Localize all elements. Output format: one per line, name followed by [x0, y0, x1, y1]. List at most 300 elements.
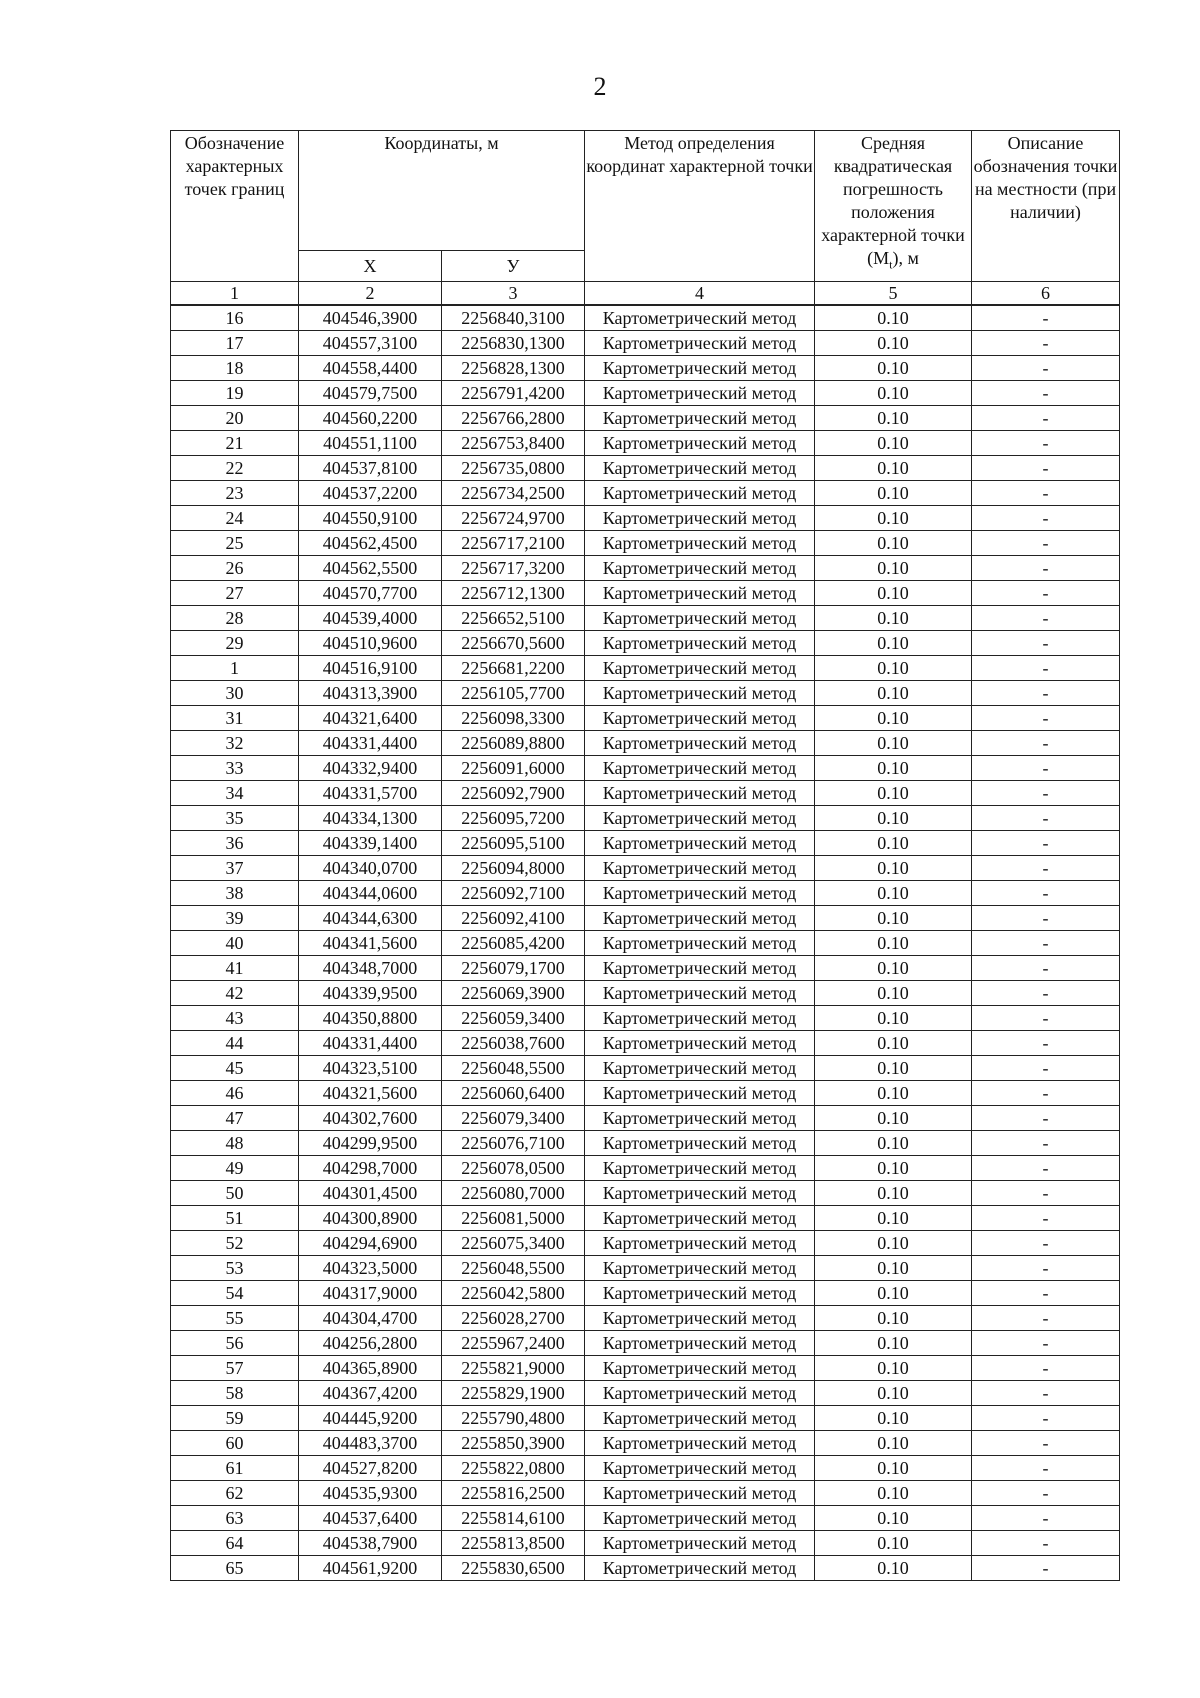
- cell-point-id: 26: [171, 556, 299, 581]
- cell-coord-y: 2255822,0800: [442, 1456, 585, 1481]
- cell-accuracy: 0.10: [815, 1156, 972, 1181]
- cell-coord-x: 404350,8800: [299, 1006, 442, 1031]
- table-row: [171, 531, 1120, 556]
- table-row: [171, 1556, 1120, 1581]
- cell-point-id: 45: [171, 1056, 299, 1081]
- table-row: [171, 581, 1120, 606]
- cell-coord-x: 404535,9300: [299, 1481, 442, 1506]
- cell-point-id: 59: [171, 1406, 299, 1431]
- cell-coord-x: 404483,3700: [299, 1431, 442, 1456]
- cell-coord-x: 404323,5000: [299, 1256, 442, 1281]
- cell-point-id: 17: [171, 331, 299, 356]
- table-row: [171, 481, 1120, 506]
- cell-accuracy: 0.10: [815, 1381, 972, 1406]
- table-row: [171, 606, 1120, 631]
- cell-coord-y: 2256042,5800: [442, 1281, 585, 1306]
- cell-coord-y: 2256038,7600: [442, 1031, 585, 1056]
- cell-coord-x: 404344,0600: [299, 881, 442, 906]
- cell-accuracy: 0.10: [815, 456, 972, 481]
- cell-coord-y: 2256028,2700: [442, 1306, 585, 1331]
- cell-method: Картометрический метод: [585, 831, 815, 856]
- cell-coord-x: 404341,5600: [299, 931, 442, 956]
- cell-description: -: [972, 856, 1120, 881]
- table-row: [171, 1181, 1120, 1206]
- cell-accuracy: 0.10: [815, 1056, 972, 1081]
- table-row: [171, 1106, 1120, 1131]
- cell-coord-x: 404299,9500: [299, 1131, 442, 1156]
- cell-point-id: 47: [171, 1106, 299, 1131]
- cell-point-id: 18: [171, 356, 299, 381]
- cell-point-id: 32: [171, 731, 299, 756]
- table-row: [171, 1331, 1120, 1356]
- cell-method: Картометрический метод: [585, 1281, 815, 1306]
- cell-coord-x: 404562,4500: [299, 531, 442, 556]
- cell-accuracy: 0.10: [815, 906, 972, 931]
- cell-description: -: [972, 356, 1120, 381]
- cell-coord-x: 404527,8200: [299, 1456, 442, 1481]
- page-number: 2: [593, 72, 607, 101]
- table-header: [171, 131, 1120, 306]
- cell-accuracy: 0.10: [815, 731, 972, 756]
- cell-accuracy: 0.10: [815, 681, 972, 706]
- cell-accuracy: 0.10: [815, 481, 972, 506]
- column-number: 2: [299, 282, 442, 306]
- cell-point-id: 57: [171, 1356, 299, 1381]
- cell-method: Картометрический метод: [585, 706, 815, 731]
- cell-method: Картометрический метод: [585, 956, 815, 981]
- cell-coord-x: 404538,7900: [299, 1531, 442, 1556]
- cell-coord-x: 404537,8100: [299, 456, 442, 481]
- cell-description: -: [972, 406, 1120, 431]
- cell-coord-y: 2256059,3400: [442, 1006, 585, 1031]
- cell-point-id: 16: [171, 305, 299, 331]
- cell-description: -: [972, 1056, 1120, 1081]
- table-row: [171, 506, 1120, 531]
- cell-accuracy: 0.10: [815, 1006, 972, 1031]
- cell-coord-y: 2256089,8800: [442, 731, 585, 756]
- cell-accuracy: 0.10: [815, 856, 972, 881]
- cell-method: Картометрический метод: [585, 631, 815, 656]
- cell-coord-y: 2256717,3200: [442, 556, 585, 581]
- table-row: [171, 356, 1120, 381]
- cell-coord-x: 404317,9000: [299, 1281, 442, 1306]
- cell-coord-y: 2256092,7100: [442, 881, 585, 906]
- header-method: Метод определения координат характерной точки: [585, 131, 815, 282]
- cell-description: -: [972, 1356, 1120, 1381]
- cell-description: -: [972, 656, 1120, 681]
- cell-coord-y: 2256652,5100: [442, 606, 585, 631]
- cell-point-id: 65: [171, 1556, 299, 1581]
- cell-coord-x: 404561,9200: [299, 1556, 442, 1581]
- cell-accuracy: 0.10: [815, 331, 972, 356]
- cell-method: Картометрический метод: [585, 1481, 815, 1506]
- cell-description: -: [972, 1306, 1120, 1331]
- table-row: [171, 1031, 1120, 1056]
- header-description: Описание обозначения точки на местности (при наличии): [972, 131, 1120, 282]
- cell-coord-y: 2256791,4200: [442, 381, 585, 406]
- cell-accuracy: 0.10: [815, 1031, 972, 1056]
- cell-point-id: 37: [171, 856, 299, 881]
- cell-method: Картометрический метод: [585, 1081, 815, 1106]
- cell-coord-x: 404321,5600: [299, 1081, 442, 1106]
- cell-description: -: [972, 1081, 1120, 1106]
- cell-coord-x: 404539,4000: [299, 606, 442, 631]
- table-row: [171, 381, 1120, 406]
- cell-coord-y: 2256075,3400: [442, 1231, 585, 1256]
- cell-description: -: [972, 1331, 1120, 1356]
- cell-accuracy: 0.10: [815, 656, 972, 681]
- cell-coord-y: 2256081,5000: [442, 1206, 585, 1231]
- cell-coord-y: 2256079,1700: [442, 956, 585, 981]
- cell-coord-x: 404301,4500: [299, 1181, 442, 1206]
- cell-point-id: 31: [171, 706, 299, 731]
- cell-description: -: [972, 581, 1120, 606]
- cell-description: -: [972, 781, 1120, 806]
- cell-method: Картометрический метод: [585, 681, 815, 706]
- cell-accuracy: 0.10: [815, 431, 972, 456]
- cell-coord-y: 2256717,2100: [442, 531, 585, 556]
- cell-point-id: 30: [171, 681, 299, 706]
- cell-point-id: 20: [171, 406, 299, 431]
- table-row: [171, 956, 1120, 981]
- cell-method: Картометрический метод: [585, 531, 815, 556]
- cell-accuracy: 0.10: [815, 1506, 972, 1531]
- cell-point-id: 51: [171, 1206, 299, 1231]
- cell-method: Картометрический метод: [585, 1131, 815, 1156]
- table-row: [171, 1156, 1120, 1181]
- cell-method: Картометрический метод: [585, 1306, 815, 1331]
- table-row: [171, 1206, 1120, 1231]
- table-row: [171, 305, 1120, 331]
- cell-coord-y: 2256095,7200: [442, 806, 585, 831]
- cell-coord-x: 404304,4700: [299, 1306, 442, 1331]
- cell-method: Картометрический метод: [585, 1531, 815, 1556]
- cell-point-id: 24: [171, 506, 299, 531]
- table-row: [171, 1481, 1120, 1506]
- cell-method: Картометрический метод: [585, 581, 815, 606]
- cell-accuracy: 0.10: [815, 406, 972, 431]
- cell-method: Картометрический метод: [585, 881, 815, 906]
- cell-method: Картометрический метод: [585, 931, 815, 956]
- cell-accuracy: 0.10: [815, 531, 972, 556]
- table-row: [171, 1056, 1120, 1081]
- cell-point-id: 25: [171, 531, 299, 556]
- cell-description: -: [972, 1381, 1120, 1406]
- cell-coord-y: 2256670,5600: [442, 631, 585, 656]
- cell-accuracy: 0.10: [815, 1281, 972, 1306]
- cell-accuracy: 0.10: [815, 356, 972, 381]
- header-point: Обозначение характерных точек границ: [171, 131, 299, 282]
- cell-description: -: [972, 1256, 1120, 1281]
- table-row: [171, 1381, 1120, 1406]
- cell-point-id: 49: [171, 1156, 299, 1181]
- table-row: [171, 1081, 1120, 1106]
- cell-description: -: [972, 1231, 1120, 1256]
- cell-coord-x: 404579,7500: [299, 381, 442, 406]
- cell-point-id: 64: [171, 1531, 299, 1556]
- cell-point-id: 29: [171, 631, 299, 656]
- cell-method: Картометрический метод: [585, 981, 815, 1006]
- cell-accuracy: 0.10: [815, 781, 972, 806]
- cell-coord-x: 404551,1100: [299, 431, 442, 456]
- table-row: [171, 656, 1120, 681]
- column-number: 3: [442, 282, 585, 306]
- cell-coord-x: 404510,9600: [299, 631, 442, 656]
- cell-point-id: 62: [171, 1481, 299, 1506]
- cell-point-id: 38: [171, 881, 299, 906]
- cell-method: Картометрический метод: [585, 331, 815, 356]
- cell-accuracy: 0.10: [815, 1131, 972, 1156]
- table-row: [171, 1281, 1120, 1306]
- cell-accuracy: 0.10: [815, 606, 972, 631]
- cell-description: -: [972, 381, 1120, 406]
- cell-accuracy: 0.10: [815, 756, 972, 781]
- cell-method: Картометрический метод: [585, 1381, 815, 1406]
- header-coordinates: Координаты, м: [299, 131, 585, 251]
- header-accuracy: Средняя квадратическая погрешность положения характерной точки $(M_t)$, м: [815, 131, 972, 282]
- cell-accuracy: 0.10: [815, 1531, 972, 1556]
- cell-method: Картометрический метод: [585, 856, 815, 881]
- cell-coord-y: 2256830,1300: [442, 331, 585, 356]
- cell-method: Картометрический метод: [585, 406, 815, 431]
- table-row: [171, 981, 1120, 1006]
- cell-coord-x: 404332,9400: [299, 756, 442, 781]
- cell-description: -: [972, 706, 1120, 731]
- column-number: 5: [815, 282, 972, 306]
- cell-method: Картометрический метод: [585, 781, 815, 806]
- cell-method: Картометрический метод: [585, 1556, 815, 1581]
- cell-accuracy: 0.10: [815, 1406, 972, 1431]
- table-row: [171, 856, 1120, 881]
- table-row: [171, 781, 1120, 806]
- cell-method: Картометрический метод: [585, 556, 815, 581]
- cell-coord-y: 2255790,4800: [442, 1406, 585, 1431]
- cell-description: -: [972, 681, 1120, 706]
- cell-method: Картометрический метод: [585, 1006, 815, 1031]
- cell-point-id: 35: [171, 806, 299, 831]
- cell-method: Картометрический метод: [585, 1206, 815, 1231]
- cell-coord-y: 2256105,7700: [442, 681, 585, 706]
- cell-coord-y: 2255821,9000: [442, 1356, 585, 1381]
- cell-accuracy: 0.10: [815, 1231, 972, 1256]
- cell-method: Картометрический метод: [585, 806, 815, 831]
- cell-accuracy: 0.10: [815, 1331, 972, 1356]
- cell-description: -: [972, 981, 1120, 1006]
- cell-coord-y: 2255830,6500: [442, 1556, 585, 1581]
- cell-coord-x: 404300,8900: [299, 1206, 442, 1231]
- table-row: [171, 1006, 1120, 1031]
- cell-coord-y: 2256724,9700: [442, 506, 585, 531]
- cell-description: -: [972, 531, 1120, 556]
- cell-coord-x: 404560,2200: [299, 406, 442, 431]
- cell-coord-y: 2256735,0800: [442, 456, 585, 481]
- cell-description: -: [972, 931, 1120, 956]
- cell-description: -: [972, 756, 1120, 781]
- cell-coord-x: 404537,6400: [299, 1506, 442, 1531]
- cell-coord-x: 404570,7700: [299, 581, 442, 606]
- cell-description: -: [972, 1006, 1120, 1031]
- cell-method: Картометрический метод: [585, 1456, 815, 1481]
- column-number-row: [171, 282, 1120, 306]
- cell-accuracy: 0.10: [815, 1431, 972, 1456]
- cell-point-id: 22: [171, 456, 299, 481]
- cell-accuracy: 0.10: [815, 631, 972, 656]
- cell-coord-x: 404558,4400: [299, 356, 442, 381]
- table-row: [171, 906, 1120, 931]
- cell-accuracy: 0.10: [815, 956, 972, 981]
- cell-accuracy: 0.10: [815, 1081, 972, 1106]
- cell-coord-x: 404340,0700: [299, 856, 442, 881]
- cell-coord-y: 2255814,6100: [442, 1506, 585, 1531]
- table-row: [171, 331, 1120, 356]
- cell-description: -: [972, 431, 1120, 456]
- cell-coord-x: 404546,3900: [299, 305, 442, 331]
- cell-description: -: [972, 631, 1120, 656]
- cell-coord-x: 404313,3900: [299, 681, 442, 706]
- cell-method: Картометрический метод: [585, 1356, 815, 1381]
- cell-description: -: [972, 831, 1120, 856]
- cell-coord-y: 2256712,1300: [442, 581, 585, 606]
- cell-coord-y: 2256094,8000: [442, 856, 585, 881]
- table-row: [171, 406, 1120, 431]
- cell-coord-x: 404294,6900: [299, 1231, 442, 1256]
- cell-point-id: 34: [171, 781, 299, 806]
- cell-accuracy: 0.10: [815, 305, 972, 331]
- cell-coord-x: 404537,2200: [299, 481, 442, 506]
- cell-description: -: [972, 1531, 1120, 1556]
- cell-method: Картометрический метод: [585, 1431, 815, 1456]
- cell-coord-y: 2255829,1900: [442, 1381, 585, 1406]
- cell-method: Картометрический метод: [585, 356, 815, 381]
- cell-point-id: 44: [171, 1031, 299, 1056]
- column-number: 6: [972, 282, 1120, 306]
- cell-accuracy: 0.10: [815, 831, 972, 856]
- cell-coord-x: 404445,9200: [299, 1406, 442, 1431]
- header-y: У: [442, 251, 585, 282]
- cell-method: Картометрический метод: [585, 1506, 815, 1531]
- cell-description: -: [972, 1556, 1120, 1581]
- cell-point-id: 60: [171, 1431, 299, 1456]
- cell-point-id: 46: [171, 1081, 299, 1106]
- cell-coord-x: 404562,5500: [299, 556, 442, 581]
- cell-point-id: 21: [171, 431, 299, 456]
- cell-point-id: 39: [171, 906, 299, 931]
- cell-coord-x: 404557,3100: [299, 331, 442, 356]
- cell-coord-y: 2255850,3900: [442, 1431, 585, 1456]
- table-body: [171, 305, 1120, 1581]
- cell-point-id: 55: [171, 1306, 299, 1331]
- table-row: [171, 731, 1120, 756]
- cell-coord-x: 404339,9500: [299, 981, 442, 1006]
- cell-coord-y: 2256079,3400: [442, 1106, 585, 1131]
- cell-method: Картометрический метод: [585, 1231, 815, 1256]
- cell-coord-y: 2256095,5100: [442, 831, 585, 856]
- cell-coord-y: 2256069,3900: [442, 981, 585, 1006]
- cell-method: Картометрический метод: [585, 305, 815, 331]
- cell-description: -: [972, 1206, 1120, 1231]
- cell-description: -: [972, 906, 1120, 931]
- cell-method: Картометрический метод: [585, 756, 815, 781]
- cell-point-id: 43: [171, 1006, 299, 1031]
- cell-point-id: 50: [171, 1181, 299, 1206]
- cell-description: -: [972, 1106, 1120, 1131]
- cell-method: Картометрический метод: [585, 906, 815, 931]
- table-row: [171, 1506, 1120, 1531]
- cell-point-id: 58: [171, 1381, 299, 1406]
- cell-point-id: 54: [171, 1281, 299, 1306]
- cell-accuracy: 0.10: [815, 1106, 972, 1131]
- cell-coord-y: 2256078,0500: [442, 1156, 585, 1181]
- table-row: [171, 931, 1120, 956]
- cell-coord-x: 404344,6300: [299, 906, 442, 931]
- cell-accuracy: 0.10: [815, 1306, 972, 1331]
- cell-coord-y: 2256092,4100: [442, 906, 585, 931]
- cell-coord-y: 2256753,8400: [442, 431, 585, 456]
- cell-point-id: 48: [171, 1131, 299, 1156]
- cell-accuracy: 0.10: [815, 931, 972, 956]
- table-row: [171, 1406, 1120, 1431]
- cell-method: Картометрический метод: [585, 606, 815, 631]
- cell-method: Картометрический метод: [585, 1406, 815, 1431]
- cell-coord-x: 404367,4200: [299, 1381, 442, 1406]
- cell-description: -: [972, 731, 1120, 756]
- cell-coord-x: 404331,4400: [299, 731, 442, 756]
- cell-description: -: [972, 481, 1120, 506]
- table-row: [171, 1356, 1120, 1381]
- cell-accuracy: 0.10: [815, 1256, 972, 1281]
- cell-point-id: 19: [171, 381, 299, 406]
- table-row: [171, 1456, 1120, 1481]
- cell-accuracy: 0.10: [815, 981, 972, 1006]
- table-row: [171, 756, 1120, 781]
- column-number: 4: [585, 282, 815, 306]
- cell-coord-y: 2256085,4200: [442, 931, 585, 956]
- cell-description: -: [972, 1481, 1120, 1506]
- table-row: [171, 1231, 1120, 1256]
- cell-accuracy: 0.10: [815, 806, 972, 831]
- cell-accuracy: 0.10: [815, 1481, 972, 1506]
- cell-method: Картометрический метод: [585, 481, 815, 506]
- cell-coord-x: 404550,9100: [299, 506, 442, 531]
- cell-coord-x: 404321,6400: [299, 706, 442, 731]
- table-row: [171, 1531, 1120, 1556]
- cell-method: Картометрический метод: [585, 656, 815, 681]
- cell-method: Картометрический метод: [585, 506, 815, 531]
- cell-accuracy: 0.10: [815, 556, 972, 581]
- cell-method: Картометрический метод: [585, 1256, 815, 1281]
- cell-point-id: 41: [171, 956, 299, 981]
- cell-point-id: 63: [171, 1506, 299, 1531]
- cell-accuracy: 0.10: [815, 506, 972, 531]
- cell-accuracy: 0.10: [815, 1556, 972, 1581]
- cell-description: -: [972, 1281, 1120, 1306]
- column-number: 1: [171, 282, 299, 306]
- table-row: [171, 831, 1120, 856]
- cell-description: -: [972, 305, 1120, 331]
- table-row: [171, 681, 1120, 706]
- cell-description: -: [972, 1031, 1120, 1056]
- cell-method: Картометрический метод: [585, 1056, 815, 1081]
- cell-accuracy: 0.10: [815, 1356, 972, 1381]
- cell-point-id: 36: [171, 831, 299, 856]
- cell-coord-x: 404334,1300: [299, 806, 442, 831]
- table-row: [171, 881, 1120, 906]
- cell-coord-x: 404516,9100: [299, 656, 442, 681]
- cell-coord-x: 404331,4400: [299, 1031, 442, 1056]
- table-row: [171, 556, 1120, 581]
- table-row: [171, 431, 1120, 456]
- cell-point-id: 23: [171, 481, 299, 506]
